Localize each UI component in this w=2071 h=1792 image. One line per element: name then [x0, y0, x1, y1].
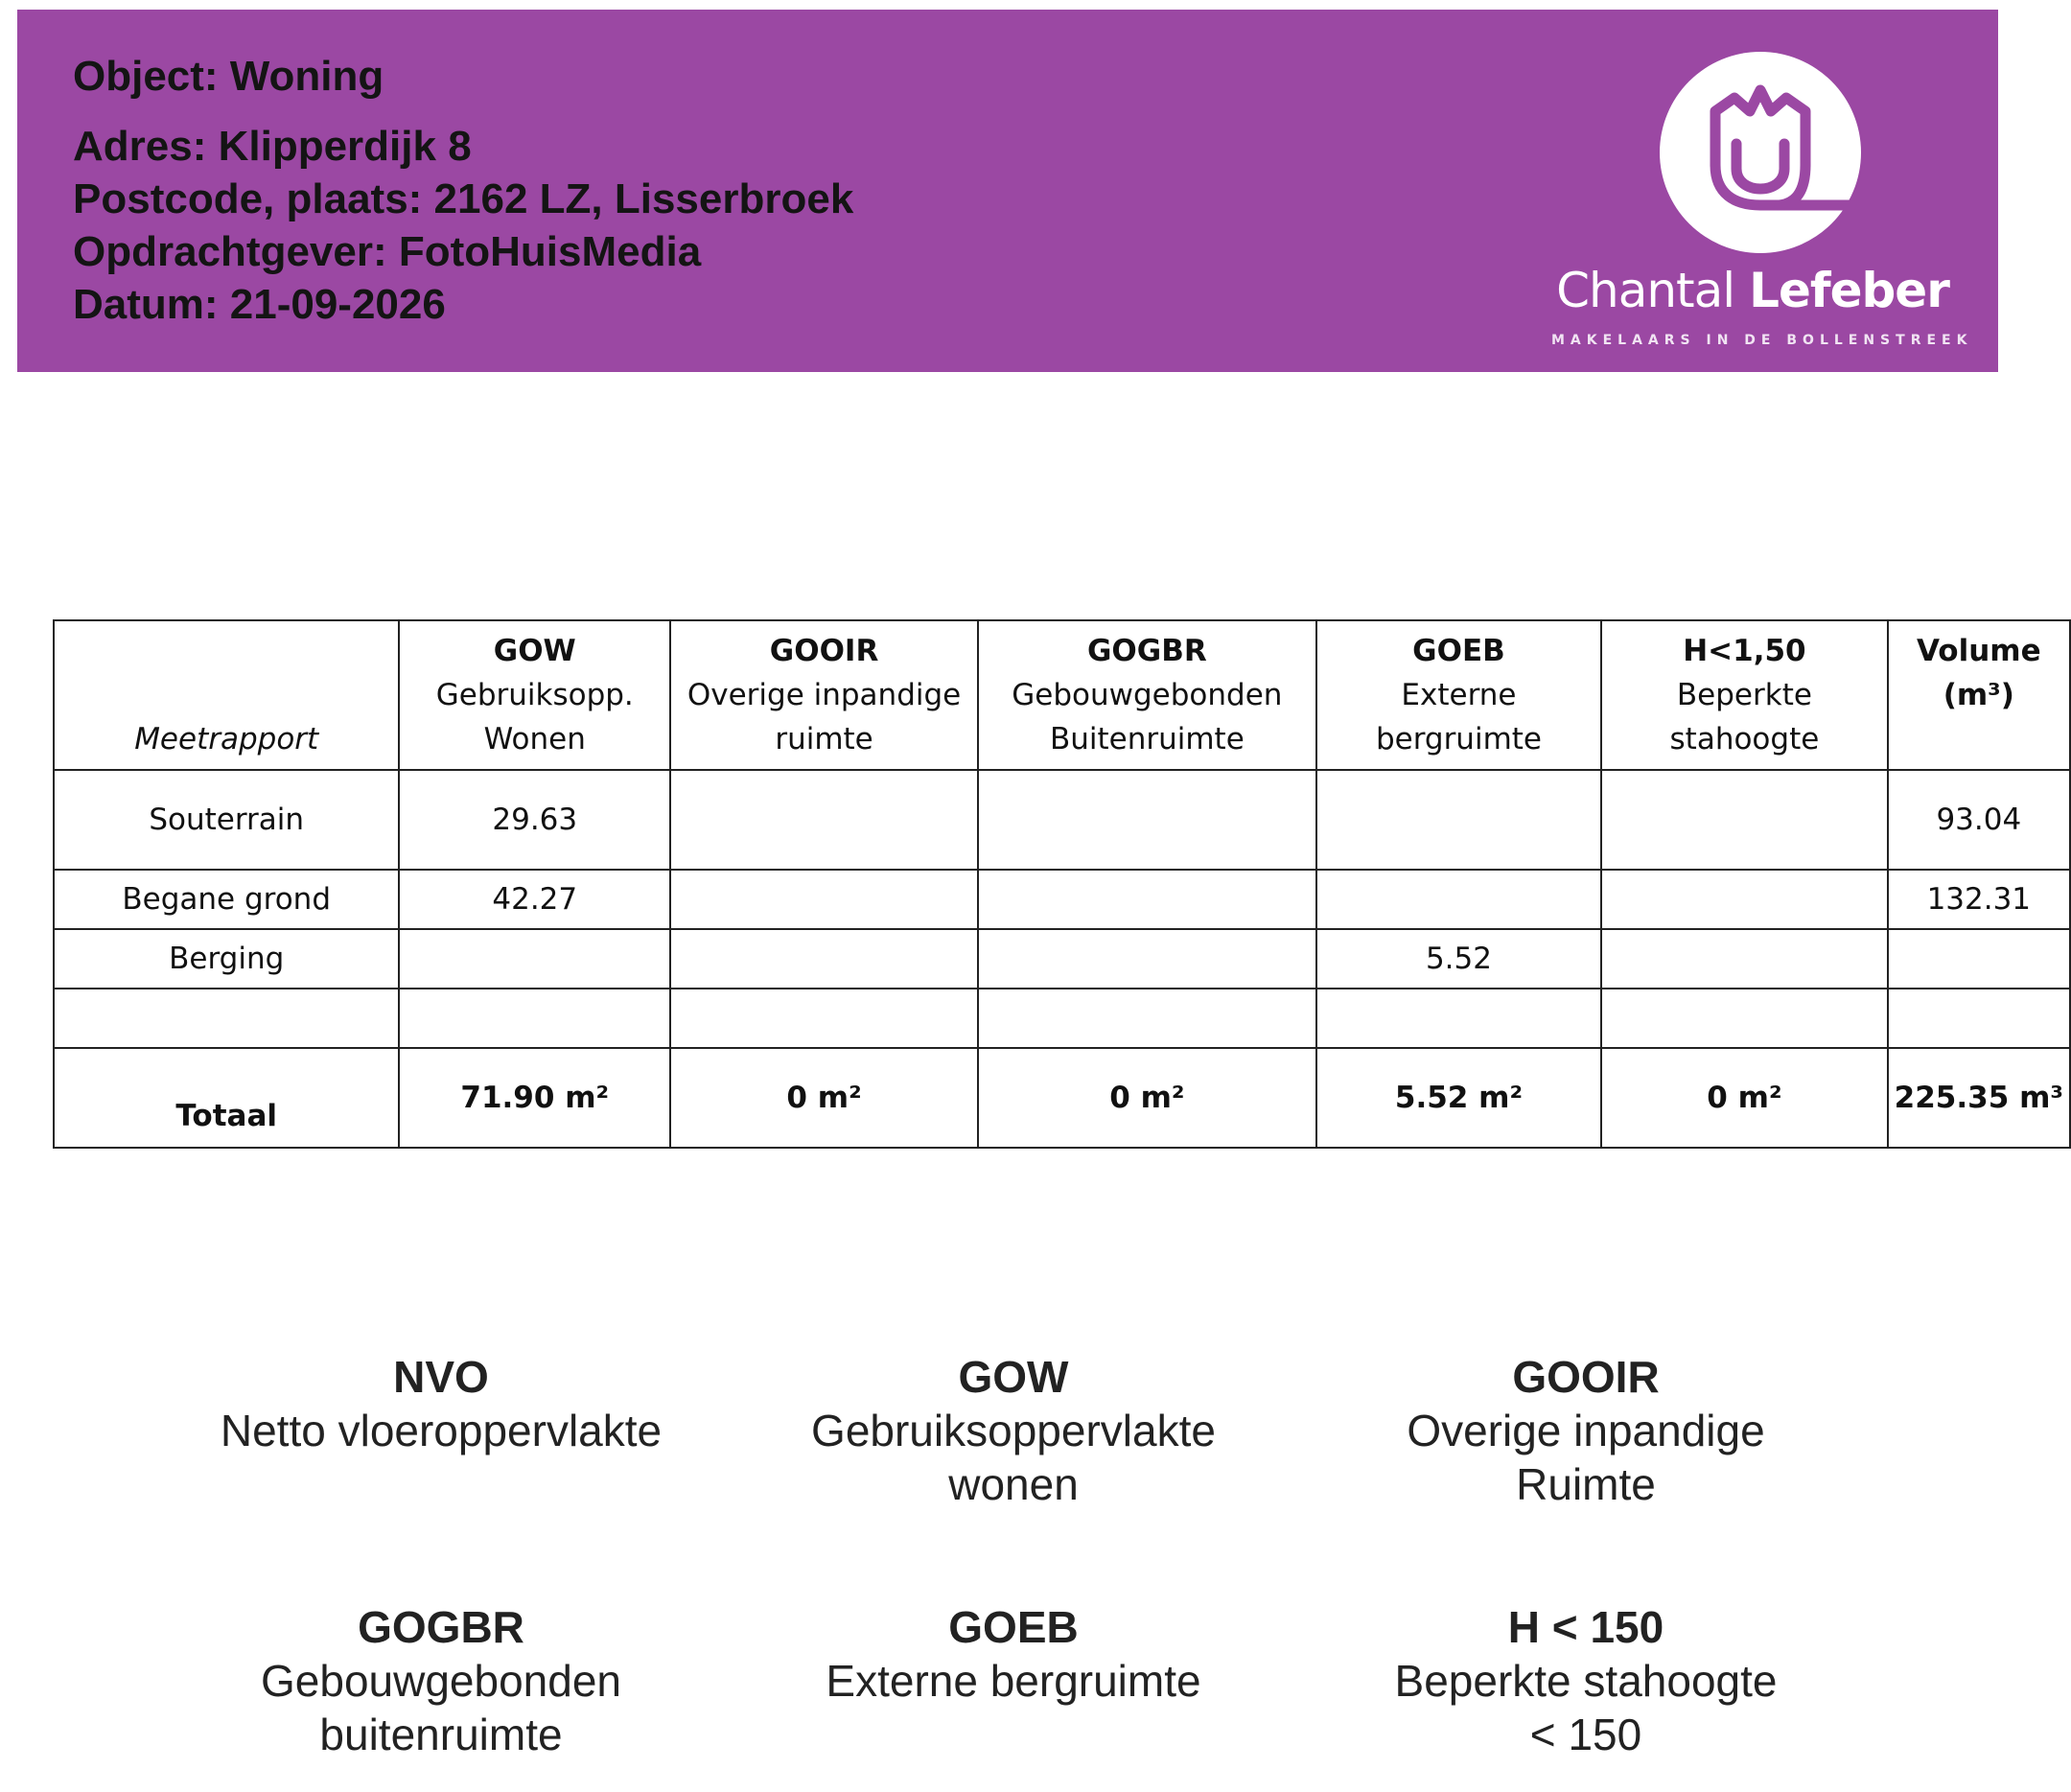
table-cell — [1601, 989, 1887, 1048]
total-cell: 0 m² — [1601, 1048, 1887, 1148]
row-label: Berging — [54, 929, 399, 989]
total-label: Totaal — [54, 1048, 399, 1148]
table-cell — [978, 870, 1316, 929]
table-cell — [1316, 770, 1601, 870]
legend-item-nvo: NVO Netto vloeroppervlakte — [220, 1352, 663, 1455]
table-corner-label: Meetrapport — [54, 620, 399, 770]
table-cell — [1888, 929, 2070, 989]
date-line: Datum: 21-09-2026 — [73, 281, 446, 328]
table-cell — [399, 929, 670, 989]
table-cell: 5.52 — [1316, 929, 1601, 989]
col-header-gogbr: GOGBR Gebouwgebonden Buitenruimte — [978, 620, 1316, 770]
legend-item-gooir: GOOIR Overige inpandige Ruimte — [1407, 1352, 1765, 1509]
row-label: Begane grond — [54, 870, 399, 929]
table-row — [54, 770, 2070, 870]
table-cell: 42.27 — [399, 870, 670, 929]
legend-row — [153, 1600, 1879, 1792]
header-band — [17, 10, 1998, 372]
legend-item-goeb: GOEB Externe bergruimte — [826, 1602, 1201, 1706]
tulip-house-icon — [1660, 52, 1861, 253]
table-cell — [399, 989, 670, 1048]
total-cell: 71.90 m² — [399, 1048, 670, 1148]
table-cell — [670, 770, 978, 870]
table-row — [54, 870, 2070, 929]
col-header-gooir: GOOIR Overige inpandige ruimte — [670, 620, 978, 770]
table-header-row — [54, 620, 2070, 770]
total-cell: 5.52 m² — [1316, 1048, 1601, 1148]
object-info — [73, 50, 853, 331]
table-cell — [1888, 989, 2070, 1048]
table-cell — [670, 989, 978, 1048]
col-header-volume: Volume (m³) — [1888, 620, 2070, 770]
postcode-line: Postcode, plaats: 2162 LZ, Lisserbroek — [73, 175, 854, 222]
table-cell — [978, 989, 1316, 1048]
table-cell — [670, 929, 978, 989]
table-cell — [670, 870, 978, 929]
table-cell — [1316, 870, 1601, 929]
legend-item-gow: GOW Gebruiksoppervlakte wonen — [811, 1352, 1216, 1509]
company-logo — [1551, 40, 1973, 357]
total-row — [54, 1048, 2070, 1148]
row-label — [54, 989, 399, 1048]
table-cell — [978, 929, 1316, 989]
table-cell: 29.63 — [399, 770, 670, 870]
table-cell — [1601, 870, 1887, 929]
total-cell: 0 m² — [978, 1048, 1316, 1148]
table-cell — [1601, 929, 1887, 989]
table-cell — [1316, 989, 1601, 1048]
logo-wordmark: Chantal Lefeber — [1556, 263, 1949, 318]
address-line: Adres: Klipperdijk 8 — [73, 123, 472, 170]
table-cell — [978, 770, 1316, 870]
table-row — [54, 989, 2070, 1048]
col-header-gow: GOW Gebruiksopp. Wonen — [399, 620, 670, 770]
measurement-table — [53, 619, 2071, 1149]
logo-tagline: MAKELAARS IN DE BOLLENSTREEK — [1551, 333, 1973, 348]
table-cell — [1601, 770, 1887, 870]
client-line: Opdrachtgever: FotoHuisMedia — [73, 228, 702, 275]
table-row — [54, 929, 2070, 989]
legend-item-h150: H < 150 Beperkte stahoogte < 150 — [1394, 1602, 1778, 1759]
legend-item-gogbr: GOGBR Gebouwgebonden buitenruimte — [261, 1602, 621, 1759]
col-header-h150: H<1,50 Beperkte stahoogte — [1601, 620, 1887, 770]
legend-row — [153, 1350, 1879, 1542]
object-line: Object: Woning — [73, 53, 384, 100]
total-cell: 0 m² — [670, 1048, 978, 1148]
total-cell: 225.35 m³ — [1888, 1048, 2070, 1148]
table-cell: 93.04 — [1888, 770, 2070, 870]
table-cell: 132.31 — [1888, 870, 2070, 929]
col-header-goeb: GOEB Externe bergruimte — [1316, 620, 1601, 770]
row-label: Souterrain — [54, 770, 399, 870]
